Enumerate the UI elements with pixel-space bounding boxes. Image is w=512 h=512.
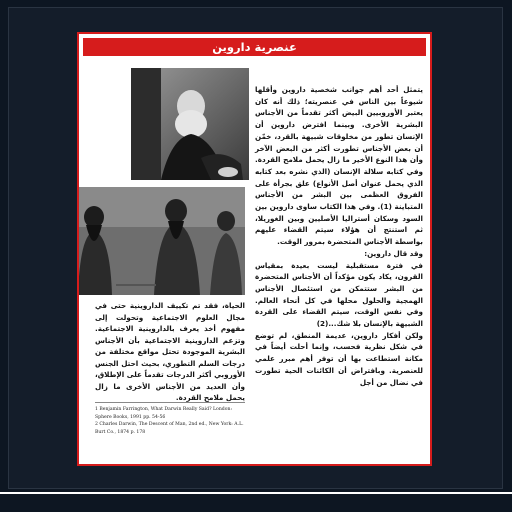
page-title: عنصرية داروين — [83, 38, 426, 56]
footnote-2: 2 Charles Darwin, The Descent of Man, 2nd ed., New York: A.L. Burt Co., 1874 p. 178 — [95, 422, 244, 435]
paragraph-analysis: ولكن أفكار داروين، عديمة المنطق، لم توضع في شكل نظرية فحسب، وإنما أحلت أيضاً في مكانة استطاعت بها أن توفر أهم مبرر علمي للعنصرية. وبافتراض أن الكائنات الحية تطورت في نضال من أجل — [255, 330, 423, 387]
article-left-column: الحياة، فقد تم تكييف الداروينية حتى في مجال العلوم الاجتماعية وتحولت إلى مفهوم أخذ يعرف بالداروينية الاجتماعية. وتزعم الداروينية الاجتماعية بأن الأجناس البشرية الموجودة تحتل مواقع مختلفة من درجات السلم التطوري، بحيث احتل الجنس الأوروبي أكثر الدرجات تقدماً على الإطلاق، وأن العديد من الأجناس الأخرى ما زال يحمل ملامح القردة. — [95, 301, 245, 402]
darwin-portrait-photo — [131, 68, 249, 180]
paragraph-intro: يتمثل أحد أهم جوانب شخصية داروين وأقلها شيوعاً بين الناس في عنصريته؛ ذلك أنه كان يعتبر الأوروبيين البيض أكثر تقدماً من الأجناس البشرية الأخرى. وبينما افترض داروين أن الإنسان تطور من مخلوقات شبيهة بالقرد، خمّن أن بعض الأجناس تطورت أكثر من البعض الآخر وأن هذا النوع الأخير ما زال يحمل ملامح القردة. وفي كتابه سلالة الإنسان (الذي نشره بعد كتابه الذي يحمل عنوان أصل الأنواع) علق بجرأة على الفروق العظمى بين البشر من الأجناس المتباينة (1). وفي هذا الكتاب ساوى داروين بين السود وسكان أستراليا الأصليين وبين الغوريلا، ثم استنتج أن هؤلاء سيتم القضاء عليهم بواسطة الأجناس المتحضرة بمرور الوقت. — [255, 85, 423, 247]
footnotes — [95, 402, 245, 436]
bottom-divider — [0, 492, 512, 494]
article-right-column — [255, 84, 423, 388]
document-page — [77, 32, 432, 466]
aboriginal-men-photo — [77, 184, 248, 298]
paragraph-darwin-said: وقد قال داروين: — [364, 248, 423, 258]
paragraph-quote: في فترة مستقبلية ليست بعيدة بمقياس القرون، يكاد يكون مؤكداً أن الأجناس المتحضرة من البشر ستتمكن من استئصال الأجناس الهمجية والحلول محلها في كل أنحاء العالم. وفي نفس الوقت، سيتم القضاء على القردة الشبيهة بالإنسان بلا شك...(2) — [255, 260, 423, 329]
footnote-1: 1 Benjamin Farrington, What Darwin Really Said? London: Sphere Books, 1991 pp. 54-56 — [95, 407, 232, 420]
